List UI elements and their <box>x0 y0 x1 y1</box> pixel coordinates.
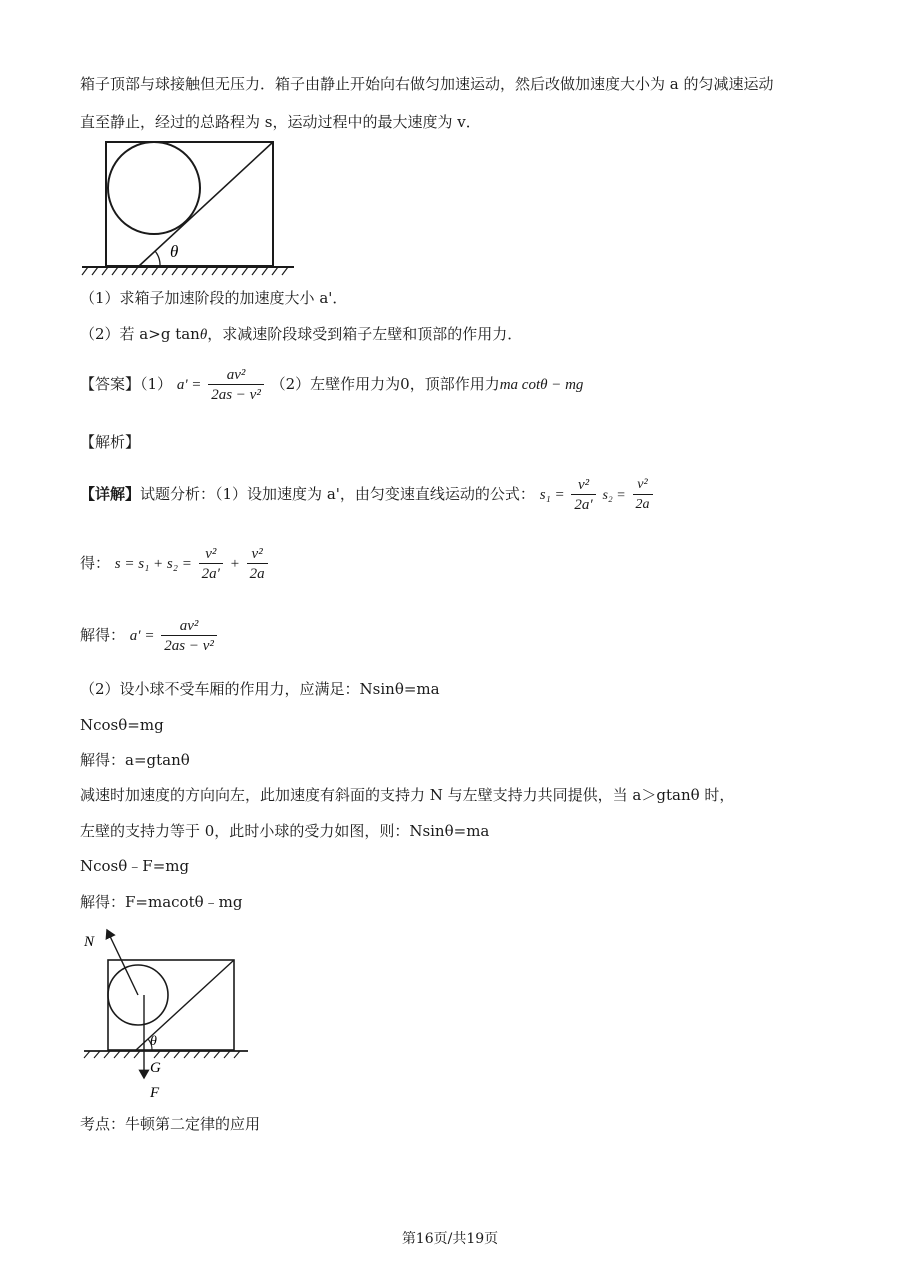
part2-line-2: Ncosθ=mg <box>80 716 164 734</box>
answer-part2-formula: ma cotθ − mg <box>499 377 584 393</box>
sum-lhs: s = s₁ + s₂ = <box>114 556 192 572</box>
figure2-n-label: N <box>84 934 95 950</box>
s2-denominator: 2a <box>633 494 653 515</box>
sum-line <box>80 541 270 586</box>
ground2-hatching <box>84 1051 240 1058</box>
detail-intro: 试题分析：（1）设加速度为 a'，由匀变速直线运动的公式： <box>140 485 535 503</box>
page-footer: 第16页/共19页 <box>401 1231 499 1247</box>
incline-line <box>139 142 273 266</box>
s2-fraction <box>633 476 653 515</box>
part2-line-5: 左壁的支持力等于 0，此时小球的受力如图，则：Nsinθ=ma <box>80 822 490 840</box>
answer-fraction <box>208 366 264 405</box>
s1-fraction <box>571 476 595 515</box>
detail-label: 【详解】 <box>80 485 141 503</box>
figure2-theta-label: θ <box>150 1034 157 1049</box>
box-outline <box>106 142 273 266</box>
part2-line-6: Ncosθ﹣F=mg <box>80 857 190 875</box>
sum-denominator-1: 2a′ <box>199 563 223 584</box>
question-1: （1）求箱子加速阶段的加速度大小 a'． <box>80 289 348 307</box>
solution-denominator: 2as − v² <box>161 635 217 656</box>
solve-line <box>80 613 219 658</box>
question-2-prefix: （2）若 a>g tan <box>80 325 200 343</box>
sum-numerator-2: v² <box>251 545 263 562</box>
analysis-label: 【解析】 <box>80 433 141 451</box>
answer-denominator: 2as − v² <box>208 384 264 405</box>
part2-line-4: 减速时加速度的方向向左，此加速度有斜面的支持力 N 与左壁支持力共同提供，当 a＞gtanθ 时， <box>80 786 735 804</box>
solution-fraction <box>161 617 217 656</box>
figure1-theta-label: θ <box>170 242 179 261</box>
figure-box-ball-incline <box>78 138 300 278</box>
sum-denominator-2: 2a <box>247 563 268 584</box>
answer-line <box>80 362 583 407</box>
figure2-f-label: F <box>150 1085 160 1101</box>
sum-plus: + <box>229 556 240 572</box>
ball <box>108 142 200 234</box>
answer-a-prime: a' = <box>176 377 202 393</box>
part2-line-7: 解得：F=macotθ﹣mg <box>80 893 243 911</box>
figure2-g-label: G <box>150 1060 161 1076</box>
s1-numerator: v² <box>577 476 590 493</box>
part2-line-3: 解得：a=gtanθ <box>80 751 190 769</box>
solve-label: 解得： <box>80 626 126 644</box>
s1-lhs: s₁ = <box>539 487 565 503</box>
solution-numerator: av² <box>179 617 199 634</box>
question-2-suffix: ，求减速阶段球受到箱子左壁和顶部的作用力． <box>207 325 523 343</box>
box2-outline <box>108 960 234 1050</box>
solution-lhs: a′ = <box>129 628 155 644</box>
sum-fraction-2 <box>247 545 268 584</box>
ground-hatching <box>82 267 288 275</box>
theta-arc <box>155 251 160 266</box>
detail-intro-line <box>80 472 655 518</box>
part2-line-1: （2）设小球不受车厢的作用力，应满足：Nsinθ=ma <box>80 680 440 698</box>
question-2 <box>80 323 522 346</box>
sum-fraction-1 <box>199 545 223 584</box>
answer-label: 【答案】（1） <box>80 375 173 393</box>
question-2-theta: θ <box>199 327 208 343</box>
figure-force-diagram <box>78 926 258 1104</box>
problem-line-2: 直至静止，经过的总路程为 s，运动过程中的最大速度为 v． <box>80 113 481 131</box>
de-label: 得： <box>80 554 111 572</box>
s2-numerator: v² <box>637 476 648 492</box>
normal-force-arrow <box>107 930 138 995</box>
s2-lhs: s₂ = <box>602 488 626 503</box>
answer-part2-prefix: （2）左壁作用力为0，顶部作用力 <box>270 375 500 393</box>
answer-numerator: av² <box>226 366 246 383</box>
problem-line-1: 箱子顶部与球接触但无压力．箱子由静止开始向右做匀加速运动，然后改做加速度大小为 a 的匀减速运动 <box>80 75 774 93</box>
kaodian: 考点：牛顿第二定律的应用 <box>80 1115 261 1133</box>
s1-denominator: 2a′ <box>571 494 595 515</box>
sum-numerator-1: v² <box>205 545 217 562</box>
